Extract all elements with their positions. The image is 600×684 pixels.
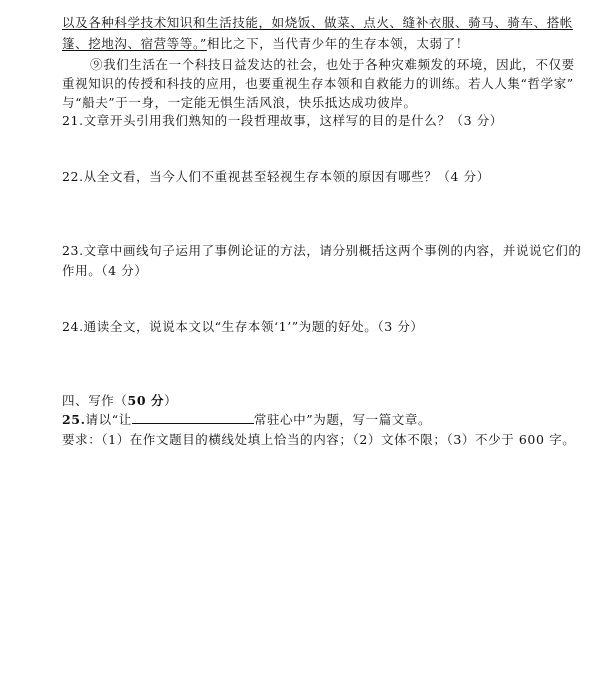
writing-section-suffix: ） bbox=[164, 393, 178, 408]
paragraph-9-line-2: 重视知识的传授和科技的应用，也要重视生存本领和自救能力的训练。若人人集“哲学家” bbox=[62, 76, 574, 91]
question-24: 24.通读全文，说说本文以“生存本领‘1’”为题的好处。（3 分） bbox=[62, 319, 424, 334]
title-fill-blank[interactable] bbox=[132, 411, 254, 424]
question-25-prefix: 请以“让 bbox=[85, 412, 132, 427]
passage-line-2-rest: 相比之下，当代青少年的生存本领，太弱了！ bbox=[206, 36, 469, 51]
question-22: 22.从全文看，当今人们不重视甚至轻视生存本领的原因有哪些？（4 分） bbox=[62, 169, 490, 184]
question-25-number: 25. bbox=[62, 412, 86, 427]
question-23-line-2: 作用。（4 分） bbox=[62, 263, 148, 278]
writing-section-heading bbox=[62, 392, 582, 410]
paragraph-9-line-3: 与“船夫”于一身，一定能无惧生活风浪，快乐抵达成功彼岸。 bbox=[62, 95, 417, 110]
question-21: 21.文章开头引用我们熟知的一段哲理故事，这样写的目的是什么？（3 分） bbox=[62, 113, 503, 128]
writing-section-score: 50 分 bbox=[127, 393, 165, 408]
passage-line-2 bbox=[62, 35, 582, 53]
question-25 bbox=[62, 411, 582, 429]
paragraph-9-line-1: ⑨我们生活在一个科技日益发达的社会，也处于各种灾难频发的环境，因此，不仅要 bbox=[90, 57, 575, 72]
question-25-suffix: 常驻心中”为题，写一篇文章。 bbox=[253, 412, 432, 427]
passage-line-underlined-1: 以及各种科学技术知识和生活技能，如烧饭、做菜、点火、缝补衣服、骑马、骑车、搭帐 bbox=[62, 15, 573, 30]
writing-requirements: 要求：（1）在作文题目的横线处填上恰当的内容；（2）文体不限；（3）不少于 600 字。 bbox=[62, 432, 576, 447]
passage-line-underlined-2: 篷、挖地沟、宿营等等。” bbox=[62, 36, 207, 51]
writing-section-prefix: 四、写作（ bbox=[62, 393, 128, 408]
question-23-line-1: 23.文章中画线句子运用了事例论证的方法，请分别概括这两个事例的内容，并说说它们的 bbox=[62, 243, 582, 258]
